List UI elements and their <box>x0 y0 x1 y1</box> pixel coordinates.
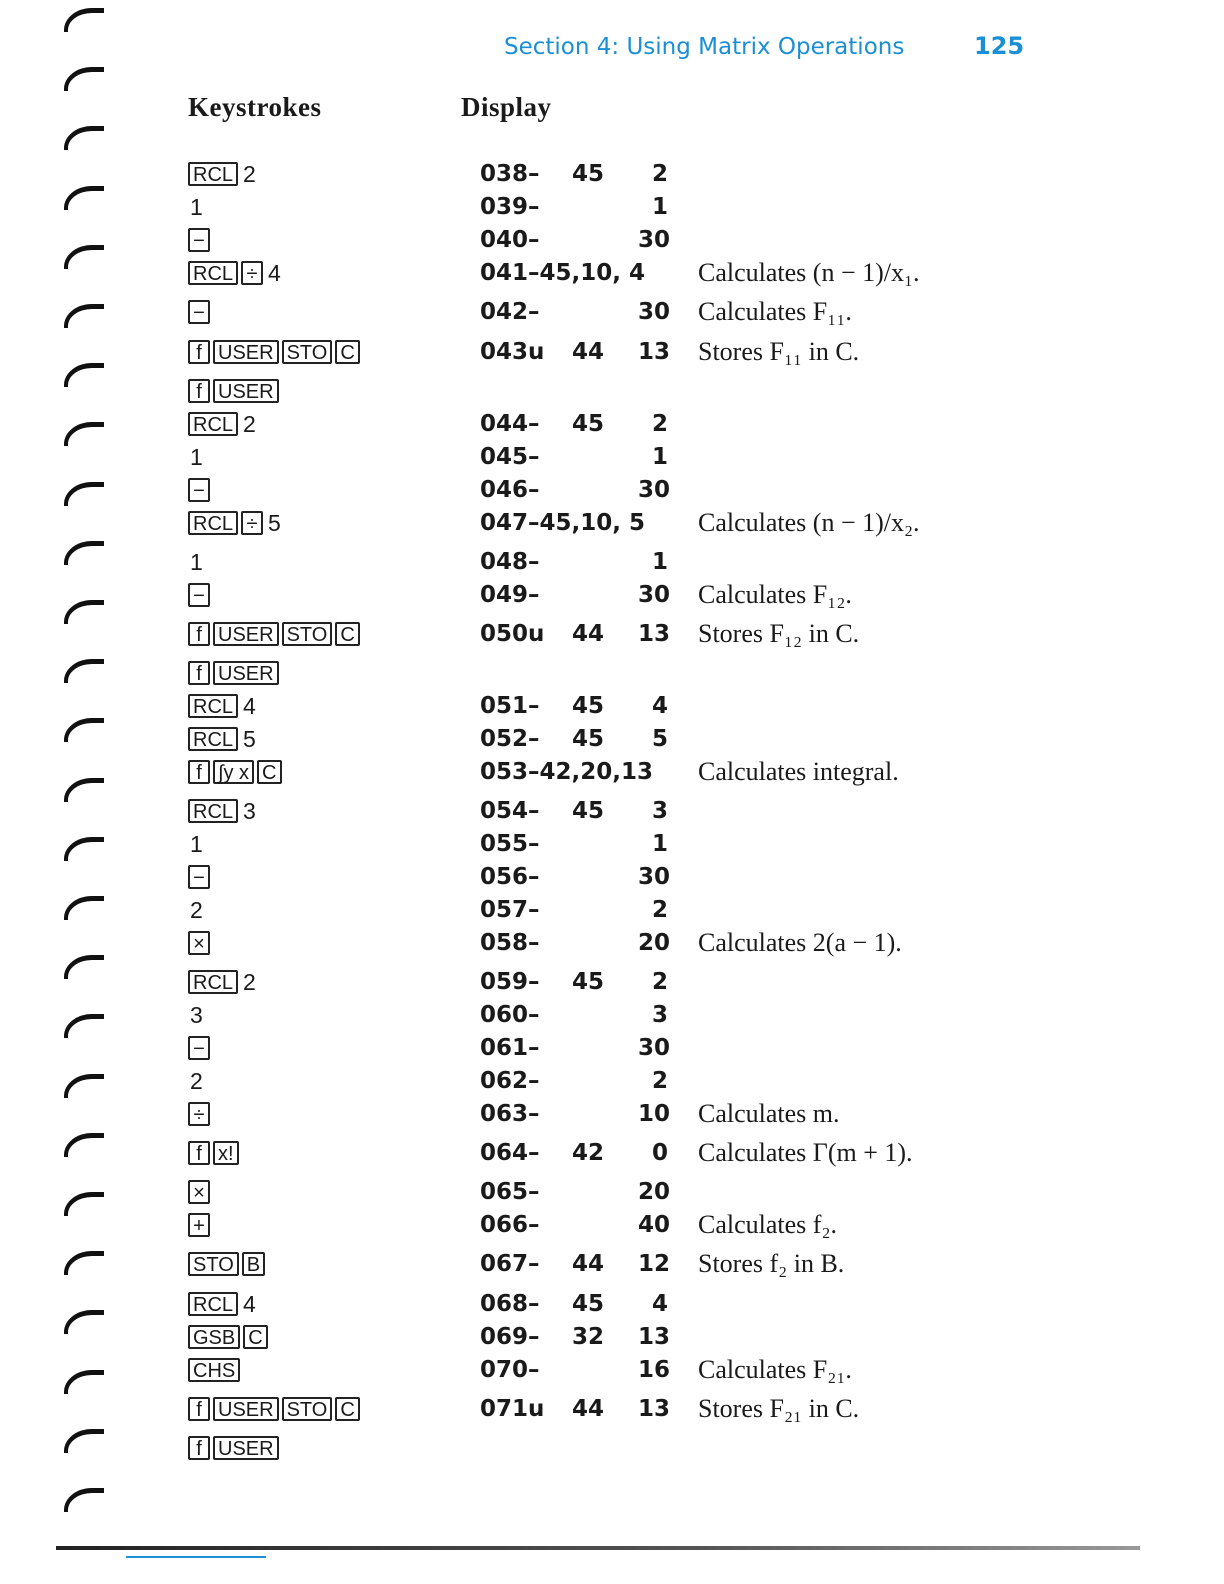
listing-row <box>0 224 1224 256</box>
listing-row <box>0 474 1224 506</box>
keystroke-sequence <box>188 296 210 328</box>
line-number: 048– <box>480 549 540 575</box>
line-number: 065– <box>480 1179 540 1205</box>
key-code-prefix: 44 <box>571 1251 604 1277</box>
listing-row <box>0 756 1224 788</box>
key-code: 3 <box>651 1002 668 1028</box>
keystroke-sequence <box>188 441 205 473</box>
listing-row <box>0 828 1224 860</box>
calculator-key: USER <box>213 1397 279 1421</box>
digit-key: 1 <box>190 830 203 857</box>
display-code: 053–42,20,13 <box>480 759 654 785</box>
calculator-key: USER <box>213 379 279 403</box>
calculator-key: f <box>188 340 210 364</box>
key-code: 13 <box>638 621 671 647</box>
keystroke-sequence <box>188 257 283 289</box>
line-number: 040– <box>480 227 540 253</box>
keystroke-sequence <box>188 1176 210 1208</box>
step-comment: Stores F₁₁ in C. <box>698 337 860 366</box>
key-code: 13 <box>638 339 671 365</box>
line-number: 044– <box>480 411 540 437</box>
calculator-key: f <box>188 1436 210 1460</box>
calculator-key: − <box>188 228 210 252</box>
calculator-key: − <box>188 583 210 607</box>
listing-row <box>0 690 1224 722</box>
footer-accent-rule <box>126 1556 266 1558</box>
listing-row <box>0 1288 1224 1320</box>
listing-row <box>0 999 1224 1031</box>
calculator-key: RCL <box>188 799 238 823</box>
step-comment: Calculates Γ(m + 1). <box>698 1138 913 1167</box>
line-number: 052– <box>480 726 540 752</box>
key-code: 1 <box>651 831 668 857</box>
line-number: 063– <box>480 1101 540 1127</box>
keystroke-sequence <box>188 1032 210 1064</box>
listing-row <box>0 1032 1224 1064</box>
key-code: 0 <box>651 1140 668 1166</box>
calculator-key: STO <box>282 340 333 364</box>
listing-row <box>0 1137 1224 1169</box>
calculator-key: x! <box>213 1141 239 1165</box>
keystroke-sequence <box>188 690 258 722</box>
key-code-prefix: 45 <box>571 1291 604 1317</box>
listing-row <box>0 1098 1224 1130</box>
line-number: 056– <box>480 864 540 890</box>
key-code: 20 <box>638 930 671 956</box>
line-number: 046– <box>480 477 540 503</box>
listing-row <box>0 1176 1224 1208</box>
key-code-prefix: 45 <box>571 798 604 824</box>
step-comment: Calculates integral. <box>698 757 899 786</box>
calculator-key: f <box>188 760 210 784</box>
step-comment: Stores F₂₁ in C. <box>698 1394 860 1423</box>
section-title: Section 4: Using Matrix Operations <box>504 34 905 60</box>
key-code-prefix: 44 <box>571 621 604 647</box>
keystroke-sequence <box>188 1248 265 1280</box>
listing-row <box>0 441 1224 473</box>
key-code: 2 <box>651 897 668 923</box>
key-code: 2 <box>651 411 668 437</box>
key-code-prefix: 44 <box>571 1396 604 1422</box>
calculator-key: USER <box>213 340 279 364</box>
calculator-key: f <box>188 622 210 646</box>
line-number: 071u <box>480 1396 545 1422</box>
keystroke-sequence <box>188 507 283 539</box>
digit-key: 5 <box>243 725 256 752</box>
key-code: 30 <box>638 227 671 253</box>
keystroke-sequence <box>188 1321 268 1353</box>
digit-key: 3 <box>243 797 256 824</box>
listing-row <box>0 408 1224 440</box>
keystroke-sequence <box>188 861 210 893</box>
step-comment: Calculates (n − 1)/x₁. <box>698 258 920 287</box>
keystroke-sequence <box>188 546 205 578</box>
keystroke-sequence <box>188 657 279 689</box>
page-number: 125 <box>974 32 1025 60</box>
keystroke-sequence <box>188 375 279 407</box>
calculator-key: × <box>188 1180 210 1204</box>
listing-row <box>0 1209 1224 1241</box>
listing-row <box>0 375 1224 407</box>
step-comment: Calculates F₁₂. <box>698 580 852 609</box>
key-code: 30 <box>638 1035 671 1061</box>
calculator-key: USER <box>213 1436 279 1460</box>
step-comment: Calculates F₂₁. <box>698 1355 852 1384</box>
calculator-key: − <box>188 865 210 889</box>
key-code: 40 <box>638 1212 671 1238</box>
listing-row <box>0 507 1224 539</box>
calculator-key: USER <box>213 661 279 685</box>
calculator-key: C <box>335 622 359 646</box>
step-comment: Calculates (n − 1)/x₂. <box>698 508 920 537</box>
calculator-key: RCL <box>188 1292 238 1316</box>
key-code: 4 <box>651 693 668 719</box>
keystroke-sequence <box>188 618 360 650</box>
digit-key: 2 <box>190 1067 203 1094</box>
listing-row <box>0 861 1224 893</box>
keystroke-sequence <box>188 828 205 860</box>
keystroke-sequence <box>188 158 258 190</box>
line-number: 045– <box>480 444 540 470</box>
listing-row <box>0 336 1224 368</box>
calculator-key: RCL <box>188 694 238 718</box>
line-number: 059– <box>480 969 540 995</box>
line-number: 058– <box>480 930 540 956</box>
listing-row <box>0 657 1224 689</box>
page-header <box>0 30 1224 70</box>
key-code: 10 <box>638 1101 671 1127</box>
key-code: 1 <box>651 549 668 575</box>
listing-row <box>0 1065 1224 1097</box>
step-comment: Calculates f₂. <box>698 1210 838 1239</box>
key-code: 2 <box>651 1068 668 1094</box>
digit-key: 4 <box>243 1290 256 1317</box>
listing-row <box>0 795 1224 827</box>
line-number: 061– <box>480 1035 540 1061</box>
display-code: 047–45,10, 5 <box>480 510 646 536</box>
line-number: 069– <box>480 1324 540 1350</box>
keystroke-sequence <box>188 579 210 611</box>
line-number: 054– <box>480 798 540 824</box>
calculator-key: ÷ <box>188 1102 210 1126</box>
calculator-key: STO <box>282 1397 333 1421</box>
line-number: 055– <box>480 831 540 857</box>
digit-key: 2 <box>243 410 256 437</box>
calculator-key: ÷ <box>241 261 263 285</box>
key-code: 3 <box>651 798 668 824</box>
calculator-key: − <box>188 478 210 502</box>
calculator-key: × <box>188 931 210 955</box>
key-code-prefix: 32 <box>571 1324 604 1350</box>
keystroke-sequence <box>188 966 258 998</box>
listing-row <box>0 927 1224 959</box>
calculator-key: RCL <box>188 412 238 436</box>
key-code-prefix: 45 <box>571 726 604 752</box>
digit-key: 1 <box>190 548 203 575</box>
keystroke-sequence <box>188 224 210 256</box>
calculator-key: RCL <box>188 511 238 535</box>
key-code: 5 <box>651 726 668 752</box>
line-number: 038– <box>480 161 540 187</box>
display-code: 041–45,10, 4 <box>480 260 646 286</box>
step-comment: Stores f₂ in B. <box>698 1249 845 1278</box>
line-number: 042– <box>480 299 540 325</box>
step-comment: Stores F₁₂ in C. <box>698 619 860 648</box>
digit-key: 5 <box>268 509 281 536</box>
keystroke-sequence <box>188 1432 279 1464</box>
display-heading: Display <box>461 92 552 122</box>
keystroke-sequence <box>188 408 258 440</box>
key-code: 13 <box>638 1324 671 1350</box>
key-code-prefix: 42 <box>571 1140 604 1166</box>
keystroke-sequence <box>188 1137 239 1169</box>
key-code: 2 <box>651 969 668 995</box>
digit-key: 2 <box>190 896 203 923</box>
key-code: 30 <box>638 477 671 503</box>
keystroke-sequence <box>188 1354 240 1386</box>
line-number: 067– <box>480 1251 540 1277</box>
digit-key: 2 <box>243 160 256 187</box>
keystroke-sequence <box>188 756 282 788</box>
line-number: 066– <box>480 1212 540 1238</box>
key-code: 16 <box>638 1357 671 1383</box>
key-code: 2 <box>651 161 668 187</box>
calculator-key: GSB <box>188 1325 240 1349</box>
line-number: 070– <box>480 1357 540 1383</box>
calculator-key: f <box>188 1397 210 1421</box>
calculator-key: RCL <box>188 727 238 751</box>
keystroke-sequence <box>188 1098 210 1130</box>
calculator-key: RCL <box>188 970 238 994</box>
footer-rule <box>56 1546 1140 1550</box>
calculator-key: CHS <box>188 1358 240 1382</box>
binding-ring <box>64 8 104 32</box>
key-code-prefix: 45 <box>571 411 604 437</box>
key-code-prefix: 45 <box>571 161 604 187</box>
line-number: 057– <box>480 897 540 923</box>
listing-row <box>0 1248 1224 1280</box>
listing-row <box>0 1393 1224 1425</box>
listing-row <box>0 296 1224 328</box>
keystroke-sequence <box>188 999 205 1031</box>
listing-row <box>0 257 1224 289</box>
calculator-key: − <box>188 300 210 324</box>
line-number: 062– <box>480 1068 540 1094</box>
calculator-key: C <box>257 760 281 784</box>
digit-key: 2 <box>243 968 256 995</box>
calculator-key: RCL <box>188 162 238 186</box>
calculator-key: + <box>188 1213 210 1237</box>
calculator-key: STO <box>282 622 333 646</box>
listing-row <box>0 894 1224 926</box>
step-comment: Calculates m. <box>698 1099 840 1128</box>
key-code: 4 <box>651 1291 668 1317</box>
key-code: 30 <box>638 299 671 325</box>
line-number: 068– <box>480 1291 540 1317</box>
line-number: 060– <box>480 1002 540 1028</box>
key-code-prefix: 45 <box>571 693 604 719</box>
digit-key: 3 <box>190 1001 203 1028</box>
calculator-key: f <box>188 379 210 403</box>
key-code: 12 <box>638 1251 671 1277</box>
key-code: 13 <box>638 1396 671 1422</box>
listing-row <box>0 546 1224 578</box>
listing-row <box>0 1321 1224 1353</box>
step-comment: Calculates 2(a − 1). <box>698 928 902 957</box>
keystroke-sequence <box>188 1065 205 1097</box>
calculator-key: RCL <box>188 261 238 285</box>
calculator-key: C <box>335 1397 359 1421</box>
key-code: 30 <box>638 582 671 608</box>
digit-key: 4 <box>268 259 281 286</box>
keystroke-sequence <box>188 927 210 959</box>
keystroke-sequence <box>188 1393 360 1425</box>
calculator-key: STO <box>188 1252 239 1276</box>
calculator-key: ÷ <box>241 511 263 535</box>
line-number: 039– <box>480 194 540 220</box>
listing-row <box>0 579 1224 611</box>
binding-ring <box>64 1488 104 1512</box>
line-number: 064– <box>480 1140 540 1166</box>
digit-key: 1 <box>190 193 203 220</box>
keystroke-sequence <box>188 894 205 926</box>
listing-row <box>0 158 1224 190</box>
listing-row <box>0 191 1224 223</box>
keystroke-sequence <box>188 474 210 506</box>
binding-ring <box>64 126 104 150</box>
line-number: 050u <box>480 621 545 647</box>
key-code: 30 <box>638 864 671 890</box>
calculator-key: B <box>242 1252 265 1276</box>
calculator-key: f <box>188 1141 210 1165</box>
key-code: 1 <box>651 194 668 220</box>
listing-row <box>0 618 1224 650</box>
calculator-key: USER <box>213 622 279 646</box>
line-number: 043u <box>480 339 545 365</box>
step-comment: Calculates F₁₁. <box>698 297 852 326</box>
keystroke-sequence <box>188 723 258 755</box>
key-code: 1 <box>651 444 668 470</box>
calculator-key: f <box>188 661 210 685</box>
key-code-prefix: 45 <box>571 969 604 995</box>
key-code: 20 <box>638 1179 671 1205</box>
keystroke-sequence <box>188 1209 210 1241</box>
digit-key: 4 <box>243 692 256 719</box>
calculator-key: − <box>188 1036 210 1060</box>
line-number: 051– <box>480 693 540 719</box>
keystroke-sequence <box>188 795 258 827</box>
keystroke-sequence <box>188 1288 258 1320</box>
calculator-key: ∫y x <box>213 760 254 784</box>
keystroke-sequence <box>188 191 205 223</box>
digit-key: 1 <box>190 443 203 470</box>
keystroke-sequence <box>188 336 360 368</box>
binding-ring <box>64 67 104 91</box>
calculator-key: C <box>243 1325 267 1349</box>
listing-row <box>0 723 1224 755</box>
key-code-prefix: 44 <box>571 339 604 365</box>
line-number: 049– <box>480 582 540 608</box>
listing-row <box>0 966 1224 998</box>
listing-row <box>0 1354 1224 1386</box>
calculator-key: C <box>335 340 359 364</box>
listing-row <box>0 1432 1224 1464</box>
keystrokes-heading: Keystrokes <box>188 92 322 122</box>
